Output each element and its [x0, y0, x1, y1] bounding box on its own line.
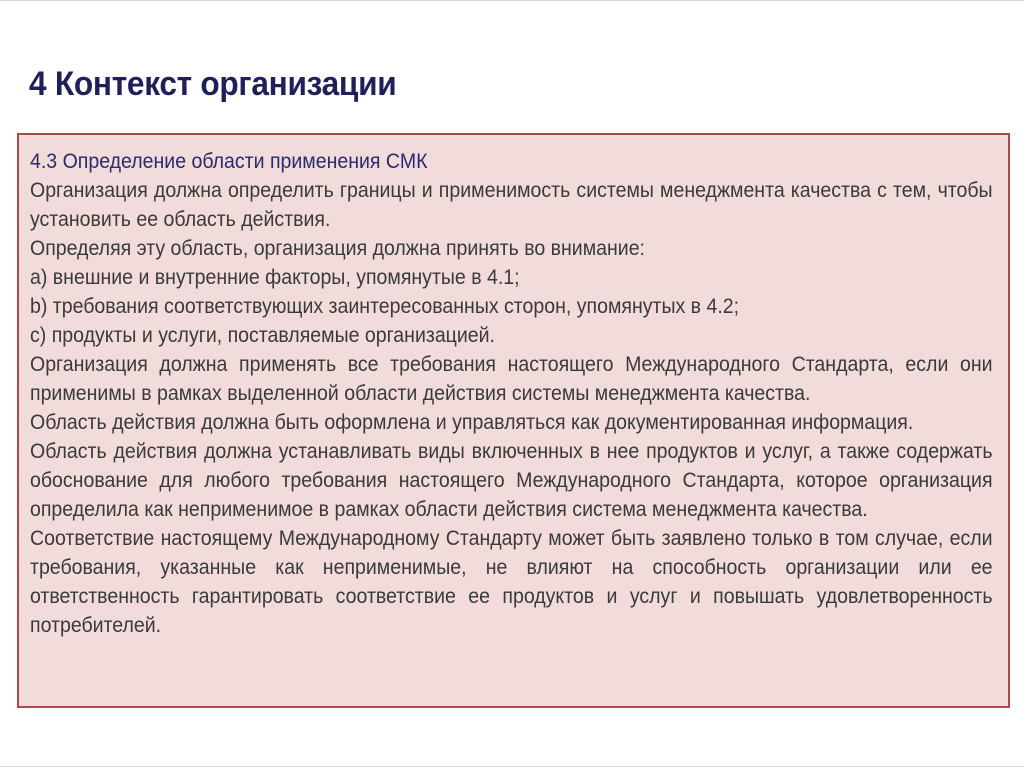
list-item-c: c) продукты и услуги, поставляемые организацией. [30, 324, 495, 347]
paragraphs [30, 176, 993, 640]
list-item-b: b) требования соответствующих заинтересованных сторон, упомянутых в 4.2; [30, 295, 740, 318]
slide-title: 4 Контекст организации [29, 65, 397, 103]
list-item-a: a) внешние и внутренние факторы, упомянутые в 4.1; [30, 266, 520, 289]
paragraph-conformance: Соответствие настоящему Международному Стандарту может быть заявлено только в том случае, если требования, указанные как неприменимые, не влияют на способность организации или ее ответственность гарантировать соответствие ее продуктов и услуг и повышать удовлетворенность потребителей. [30, 527, 993, 637]
paragraph-apply-requirements: Организация должна применять все требования настоящего Международного Стандарта, если они применимы в рамках выделенной области действия системы менеджмента качества. [30, 353, 993, 405]
paragraph-scope-content: Область действия должна устанавливать виды включенных в нее продуктов и услуг, а также содержать обоснование для любого требования настоящего Международного Стандарта, которое организация определила как неприменимое в рамках области действия система менеджмента качества. [30, 440, 993, 521]
paragraph-scope-definition: Организация должна определить границы и применимость системы менеджмента качества с тем, чтобы установить ее область действия. [30, 179, 993, 231]
paragraph-documented-info: Область действия должна быть оформлена и управляться как документированная информация. [30, 411, 914, 434]
section-heading: 4.3 Определение области применения СМК [30, 150, 428, 173]
content-box [17, 133, 1010, 708]
paragraph-consider-intro: Определяя эту область, организация должна принять во внимание: [30, 237, 645, 260]
